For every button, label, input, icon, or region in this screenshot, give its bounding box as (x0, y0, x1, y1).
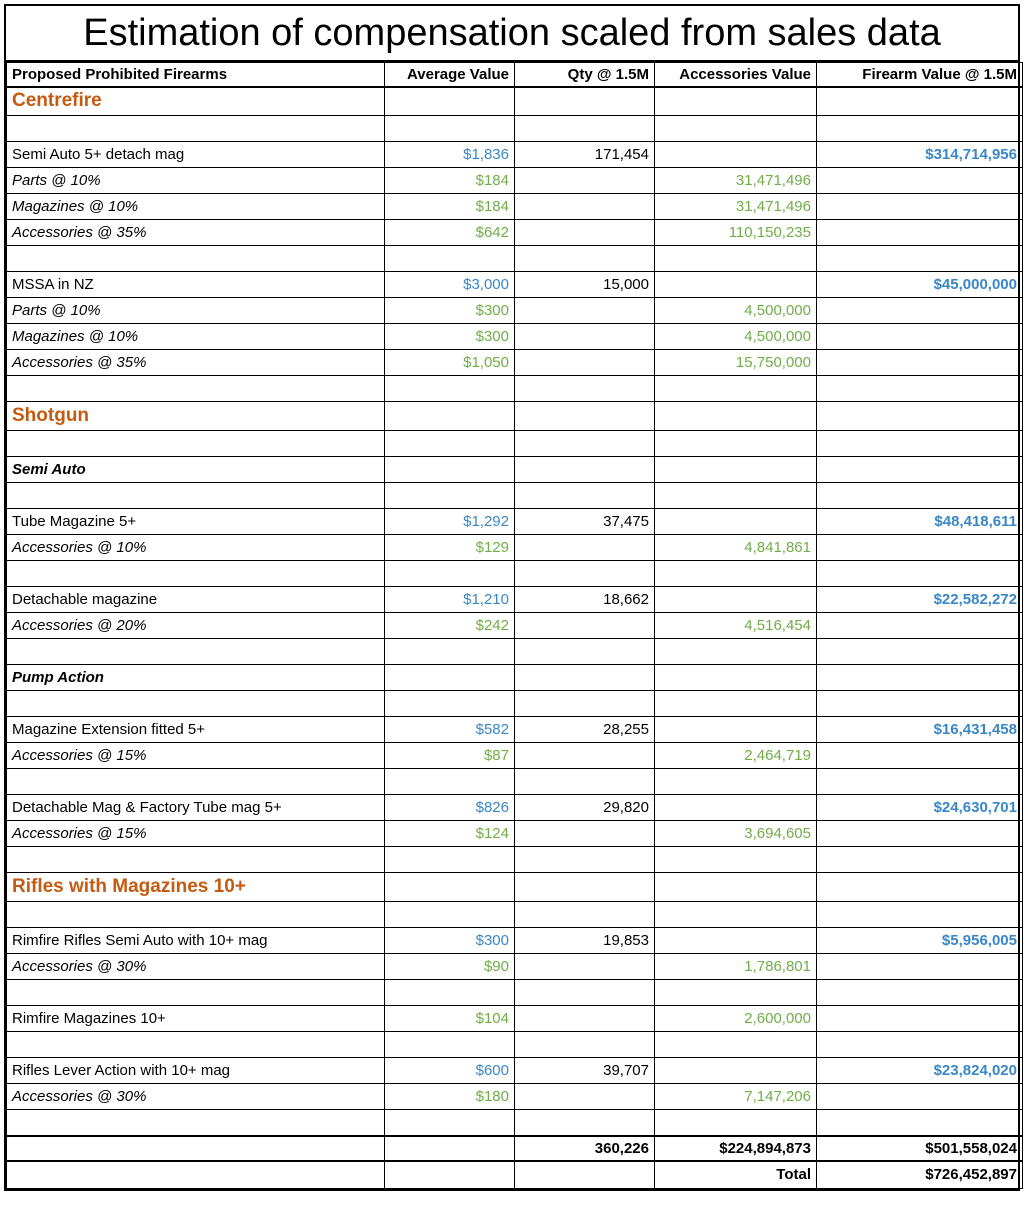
cell-firearm-value (817, 561, 1023, 587)
table-row (7, 769, 1023, 795)
cell-firearm-value (817, 220, 1023, 246)
cell-average-value (385, 431, 515, 457)
cell-qty (515, 561, 655, 587)
cell-average-value (385, 1136, 515, 1161)
cell-qty (515, 246, 655, 272)
cell-qty (515, 639, 655, 665)
cell-accessories-value (655, 717, 817, 743)
cell-firearm-value (817, 821, 1023, 847)
cell-accessories-value: 31,471,496 (655, 168, 817, 194)
cell-average-value: $826 (385, 795, 515, 821)
cell-qty (515, 1161, 655, 1189)
cell-accessories-value: 4,500,000 (655, 324, 817, 350)
cell-qty (515, 535, 655, 561)
cell-label: Rimfire Magazines 10+ (7, 1006, 385, 1032)
cell-average-value (385, 1110, 515, 1136)
cell-average-value: $184 (385, 168, 515, 194)
cell-label: Parts @ 10% (7, 298, 385, 324)
cell-firearm-value: $501,558,024 (817, 1136, 1023, 1161)
cell-label: Accessories @ 30% (7, 954, 385, 980)
cell-firearm-value (817, 350, 1023, 376)
table-row (7, 116, 1023, 142)
table-row (7, 220, 1023, 246)
cell-qty: 15,000 (515, 272, 655, 298)
cell-label: Accessories @ 35% (7, 350, 385, 376)
cell-accessories-value (655, 873, 817, 902)
cell-accessories-value (655, 561, 817, 587)
table-row (7, 535, 1023, 561)
cell-qty (515, 613, 655, 639)
cell-accessories-value (655, 980, 817, 1006)
cell-label (7, 483, 385, 509)
cell-label (7, 769, 385, 795)
table-row (7, 376, 1023, 402)
cell-average-value (385, 561, 515, 587)
cell-average-value: $180 (385, 1084, 515, 1110)
cell-firearm-value: $16,431,458 (817, 717, 1023, 743)
cell-label: Accessories @ 10% (7, 535, 385, 561)
cell-firearm-value (817, 639, 1023, 665)
cell-firearm-value (817, 743, 1023, 769)
cell-firearm-value (817, 613, 1023, 639)
cell-average-value: $1,050 (385, 350, 515, 376)
cell-qty (515, 873, 655, 902)
cell-accessories-value (655, 769, 817, 795)
cell-label (7, 691, 385, 717)
cell-qty (515, 847, 655, 873)
table-row (7, 87, 1023, 116)
table-row (7, 1084, 1023, 1110)
cell-label (7, 376, 385, 402)
table-row (7, 743, 1023, 769)
cell-label: MSSA in NZ (7, 272, 385, 298)
cell-average-value (385, 246, 515, 272)
cell-label: Semi Auto (7, 457, 385, 483)
cell-firearm-value (817, 168, 1023, 194)
cell-firearm-value (817, 483, 1023, 509)
cell-average-value (385, 457, 515, 483)
cell-label (7, 561, 385, 587)
cell-qty: 29,820 (515, 795, 655, 821)
cell-average-value: $600 (385, 1058, 515, 1084)
cell-accessories-value: 110,150,235 (655, 220, 817, 246)
cell-average-value: $184 (385, 194, 515, 220)
table-row (7, 1006, 1023, 1032)
cell-qty (515, 194, 655, 220)
cell-firearm-value (817, 457, 1023, 483)
cell-average-value: $582 (385, 717, 515, 743)
cell-average-value (385, 1032, 515, 1058)
cell-average-value (385, 1161, 515, 1189)
cell-label: Accessories @ 15% (7, 821, 385, 847)
cell-qty: 28,255 (515, 717, 655, 743)
cell-qty (515, 168, 655, 194)
cell-accessories-value (655, 376, 817, 402)
cell-qty (515, 1032, 655, 1058)
cell-qty (515, 350, 655, 376)
cell-qty: 171,454 (515, 142, 655, 168)
cell-label (7, 116, 385, 142)
cell-average-value: $1,210 (385, 587, 515, 613)
cell-accessories-value: 15,750,000 (655, 350, 817, 376)
table-row (7, 1058, 1023, 1084)
table-row (7, 1032, 1023, 1058)
cell-accessories-value (655, 902, 817, 928)
cell-qty (515, 1084, 655, 1110)
cell-accessories-value: 1,786,801 (655, 954, 817, 980)
cell-qty (515, 402, 655, 431)
table-row (7, 587, 1023, 613)
cell-accessories-value: 4,841,861 (655, 535, 817, 561)
cell-accessories-value (655, 587, 817, 613)
cell-average-value (385, 980, 515, 1006)
cell-label: Accessories @ 30% (7, 1084, 385, 1110)
cell-qty (515, 743, 655, 769)
cell-average-value: $90 (385, 954, 515, 980)
cell-firearm-value: $22,582,272 (817, 587, 1023, 613)
cell-firearm-value (817, 194, 1023, 220)
cell-average-value (385, 769, 515, 795)
cell-qty (515, 298, 655, 324)
cell-firearm-value (817, 873, 1023, 902)
cell-label: Tube Magazine 5+ (7, 509, 385, 535)
table-row (7, 431, 1023, 457)
cell-firearm-value (817, 324, 1023, 350)
cell-label (7, 431, 385, 457)
cell-label (7, 639, 385, 665)
table-row (7, 350, 1023, 376)
cell-average-value: $1,836 (385, 142, 515, 168)
cell-qty (515, 324, 655, 350)
cell-label: Shotgun (7, 402, 385, 431)
cell-average-value (385, 402, 515, 431)
cell-qty: 19,853 (515, 928, 655, 954)
cell-qty (515, 116, 655, 142)
cell-label: Rimfire Rifles Semi Auto with 10+ mag (7, 928, 385, 954)
table-row (7, 142, 1023, 168)
cell-accessories-value (655, 665, 817, 691)
cell-firearm-value (817, 902, 1023, 928)
table-row (7, 402, 1023, 431)
cell-qty (515, 483, 655, 509)
cell-accessories-value (655, 457, 817, 483)
cell-accessories-value: Total (655, 1161, 817, 1189)
cell-firearm-value (817, 298, 1023, 324)
cell-qty: 18,662 (515, 587, 655, 613)
header-row (7, 63, 1023, 87)
cell-qty (515, 954, 655, 980)
cell-accessories-value (655, 431, 817, 457)
cell-label (7, 847, 385, 873)
col-header-proposed-prohibited-firearms: Proposed Prohibited Firearms (7, 63, 385, 87)
table-row (7, 509, 1023, 535)
spreadsheet (4, 4, 1020, 1191)
cell-average-value (385, 483, 515, 509)
cell-firearm-value: $45,000,000 (817, 272, 1023, 298)
cell-average-value (385, 87, 515, 116)
cell-accessories-value (655, 1110, 817, 1136)
table-row (7, 954, 1023, 980)
cell-label: Semi Auto 5+ detach mag (7, 142, 385, 168)
cell-firearm-value (817, 1084, 1023, 1110)
table-row (7, 1136, 1023, 1161)
cell-firearm-value (817, 1032, 1023, 1058)
cell-label (7, 246, 385, 272)
cell-accessories-value: 3,694,605 (655, 821, 817, 847)
table-row (7, 795, 1023, 821)
cell-label: Pump Action (7, 665, 385, 691)
cell-accessories-value (655, 272, 817, 298)
cell-firearm-value: $5,956,005 (817, 928, 1023, 954)
cell-qty (515, 902, 655, 928)
cell-firearm-value (817, 246, 1023, 272)
table-row (7, 928, 1023, 954)
table-body (7, 87, 1023, 1189)
cell-average-value (385, 902, 515, 928)
cell-accessories-value (655, 142, 817, 168)
cell-average-value: $300 (385, 298, 515, 324)
cell-accessories-value (655, 691, 817, 717)
table-row (7, 902, 1023, 928)
cell-qty (515, 457, 655, 483)
cell-accessories-value (655, 483, 817, 509)
cell-label: Magazines @ 10% (7, 194, 385, 220)
cell-average-value: $642 (385, 220, 515, 246)
cell-label: Accessories @ 15% (7, 743, 385, 769)
cell-accessories-value (655, 1058, 817, 1084)
cell-qty: 39,707 (515, 1058, 655, 1084)
cell-average-value: $300 (385, 928, 515, 954)
cell-firearm-value (817, 665, 1023, 691)
cell-label: Rifles with Magazines 10+ (7, 873, 385, 902)
cell-label: Magazines @ 10% (7, 324, 385, 350)
cell-accessories-value (655, 847, 817, 873)
table-row (7, 194, 1023, 220)
table-row (7, 561, 1023, 587)
cell-accessories-value: 7,147,206 (655, 1084, 817, 1110)
col-header-qty: Qty @ 1.5M (515, 63, 655, 87)
cell-accessories-value (655, 87, 817, 116)
cell-label: Rifles Lever Action with 10+ mag (7, 1058, 385, 1084)
cell-qty (515, 376, 655, 402)
cell-firearm-value: $726,452,897 (817, 1161, 1023, 1189)
cell-firearm-value (817, 1110, 1023, 1136)
compensation-table (6, 62, 1023, 1189)
cell-average-value (385, 691, 515, 717)
cell-average-value (385, 873, 515, 902)
cell-accessories-value (655, 246, 817, 272)
cell-accessories-value (655, 509, 817, 535)
cell-label: Accessories @ 35% (7, 220, 385, 246)
cell-accessories-value: 31,471,496 (655, 194, 817, 220)
cell-label: Detachable Mag & Factory Tube mag 5+ (7, 795, 385, 821)
cell-average-value: $1,292 (385, 509, 515, 535)
cell-accessories-value (655, 402, 817, 431)
cell-qty: 360,226 (515, 1136, 655, 1161)
cell-firearm-value (817, 376, 1023, 402)
cell-firearm-value (817, 87, 1023, 116)
cell-firearm-value (817, 847, 1023, 873)
cell-average-value: $124 (385, 821, 515, 847)
table-row (7, 639, 1023, 665)
cell-label (7, 1110, 385, 1136)
cell-firearm-value (817, 116, 1023, 142)
table-row (7, 1161, 1023, 1189)
cell-firearm-value: $48,418,611 (817, 509, 1023, 535)
cell-average-value (385, 847, 515, 873)
cell-average-value: $300 (385, 324, 515, 350)
cell-label (7, 1032, 385, 1058)
cell-accessories-value: 2,464,719 (655, 743, 817, 769)
cell-average-value (385, 116, 515, 142)
table-row (7, 980, 1023, 1006)
cell-firearm-value (817, 691, 1023, 717)
cell-firearm-value (817, 954, 1023, 980)
table-row (7, 457, 1023, 483)
cell-label (7, 1136, 385, 1161)
cell-accessories-value (655, 795, 817, 821)
cell-qty (515, 821, 655, 847)
cell-firearm-value (817, 402, 1023, 431)
cell-average-value: $104 (385, 1006, 515, 1032)
cell-firearm-value: $23,824,020 (817, 1058, 1023, 1084)
table-row (7, 168, 1023, 194)
cell-label (7, 980, 385, 1006)
table-row (7, 821, 1023, 847)
cell-label (7, 1161, 385, 1189)
cell-average-value: $87 (385, 743, 515, 769)
page-title: Estimation of compensation scaled from sales data (6, 6, 1018, 62)
table-row (7, 613, 1023, 639)
cell-label: Magazine Extension fitted 5+ (7, 717, 385, 743)
cell-firearm-value (817, 431, 1023, 457)
col-header-accessories-value: Accessories Value (655, 63, 817, 87)
cell-firearm-value (817, 535, 1023, 561)
table-row (7, 246, 1023, 272)
cell-label (7, 902, 385, 928)
cell-accessories-value: 2,600,000 (655, 1006, 817, 1032)
cell-average-value (385, 665, 515, 691)
cell-qty: 37,475 (515, 509, 655, 535)
cell-firearm-value (817, 769, 1023, 795)
cell-label: Detachable magazine (7, 587, 385, 613)
cell-firearm-value (817, 980, 1023, 1006)
cell-accessories-value: 4,516,454 (655, 613, 817, 639)
col-header-average-value: Average Value (385, 63, 515, 87)
cell-label: Parts @ 10% (7, 168, 385, 194)
cell-qty (515, 1006, 655, 1032)
cell-qty (515, 691, 655, 717)
cell-accessories-value: 4,500,000 (655, 298, 817, 324)
table-row (7, 483, 1023, 509)
table-row (7, 298, 1023, 324)
cell-average-value (385, 639, 515, 665)
cell-accessories-value: $224,894,873 (655, 1136, 817, 1161)
cell-firearm-value: $314,714,956 (817, 142, 1023, 168)
cell-qty (515, 431, 655, 457)
table-row (7, 272, 1023, 298)
cell-label: Centrefire (7, 87, 385, 116)
table-row (7, 847, 1023, 873)
cell-average-value: $129 (385, 535, 515, 561)
cell-average-value: $242 (385, 613, 515, 639)
cell-label: Accessories @ 20% (7, 613, 385, 639)
cell-accessories-value (655, 639, 817, 665)
cell-firearm-value: $24,630,701 (817, 795, 1023, 821)
table-row (7, 665, 1023, 691)
table-row (7, 324, 1023, 350)
cell-qty (515, 769, 655, 795)
cell-average-value: $3,000 (385, 272, 515, 298)
cell-firearm-value (817, 1006, 1023, 1032)
cell-qty (515, 1110, 655, 1136)
cell-qty (515, 220, 655, 246)
table-row (7, 873, 1023, 902)
cell-qty (515, 87, 655, 116)
cell-accessories-value (655, 1032, 817, 1058)
cell-qty (515, 665, 655, 691)
table-row (7, 691, 1023, 717)
table-row (7, 717, 1023, 743)
cell-accessories-value (655, 116, 817, 142)
col-header-firearm-value: Firearm Value @ 1.5M (817, 63, 1023, 87)
cell-average-value (385, 376, 515, 402)
table-row (7, 1110, 1023, 1136)
cell-accessories-value (655, 928, 817, 954)
cell-qty (515, 980, 655, 1006)
